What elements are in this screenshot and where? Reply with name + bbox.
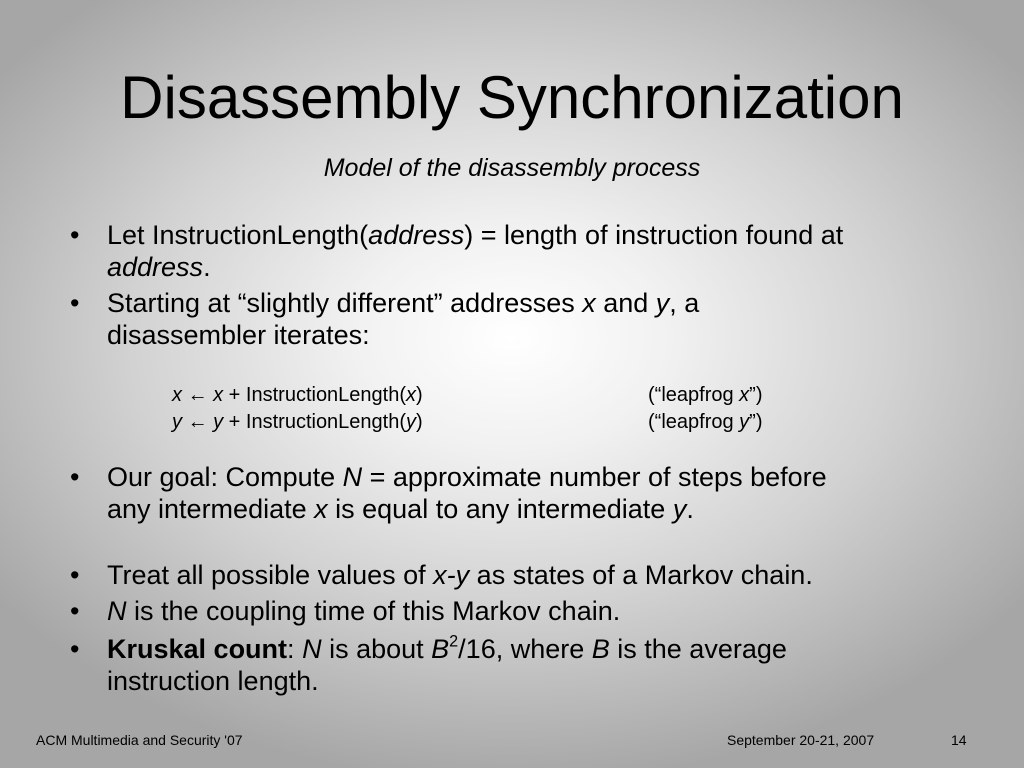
bullet-starting-addresses	[70, 287, 970, 351]
bullet-text: N is the coupling time of this Markov chain.	[107, 596, 621, 626]
left-arrow-icon: ←	[187, 411, 208, 433]
bullet-text: Treat all possible values of x-y as states of a Markov chain.	[107, 560, 813, 590]
bullet-dot: •	[70, 220, 80, 250]
bullet-text: Our goal: Compute N = approximate number of steps before any intermediate x is equal to any intermediate y.	[107, 462, 827, 524]
bullet-kruskal-count	[70, 633, 970, 697]
bullet-text: Starting at “slightly different” addresses x and y, a disassembler iterates:	[107, 288, 700, 350]
bullet-dot: •	[70, 288, 80, 318]
slide-subtitle: Model of the disassembly process	[323, 154, 701, 182]
formula-x-step: x ← x + InstructionLength(x)	[172, 384, 423, 406]
bullet-text: Kruskal count: N is about $B^2/16$, where B is the average instruction length.	[107, 632, 787, 696]
formula-y-step: y ← y + InstructionLength(y)	[172, 411, 423, 433]
bullet-dot: •	[70, 596, 80, 626]
formula-x-note: (“leapfrog x”)	[648, 384, 763, 406]
bullet-dot: •	[70, 462, 80, 492]
bullet-dot: •	[70, 560, 80, 590]
bullet-our-goal	[70, 461, 970, 525]
formula-y-note: (“leapfrog y”)	[648, 411, 763, 433]
bullet-text: Let InstructionLength(address) = length of instruction found at address.	[107, 220, 844, 282]
bullet-dot: •	[70, 634, 80, 664]
bullet-markov-states	[70, 559, 970, 591]
bullet-instruction-length	[70, 219, 970, 283]
footer-date: September 20-21, 2007	[727, 732, 875, 748]
bullet-coupling-time	[70, 595, 970, 627]
left-arrow-icon: ←	[187, 384, 208, 406]
footer-conference: ACM Multimedia and Security '07	[36, 732, 243, 748]
slide-title: Disassembly Synchronization	[120, 64, 904, 131]
footer-page-number: 14	[951, 732, 967, 748]
